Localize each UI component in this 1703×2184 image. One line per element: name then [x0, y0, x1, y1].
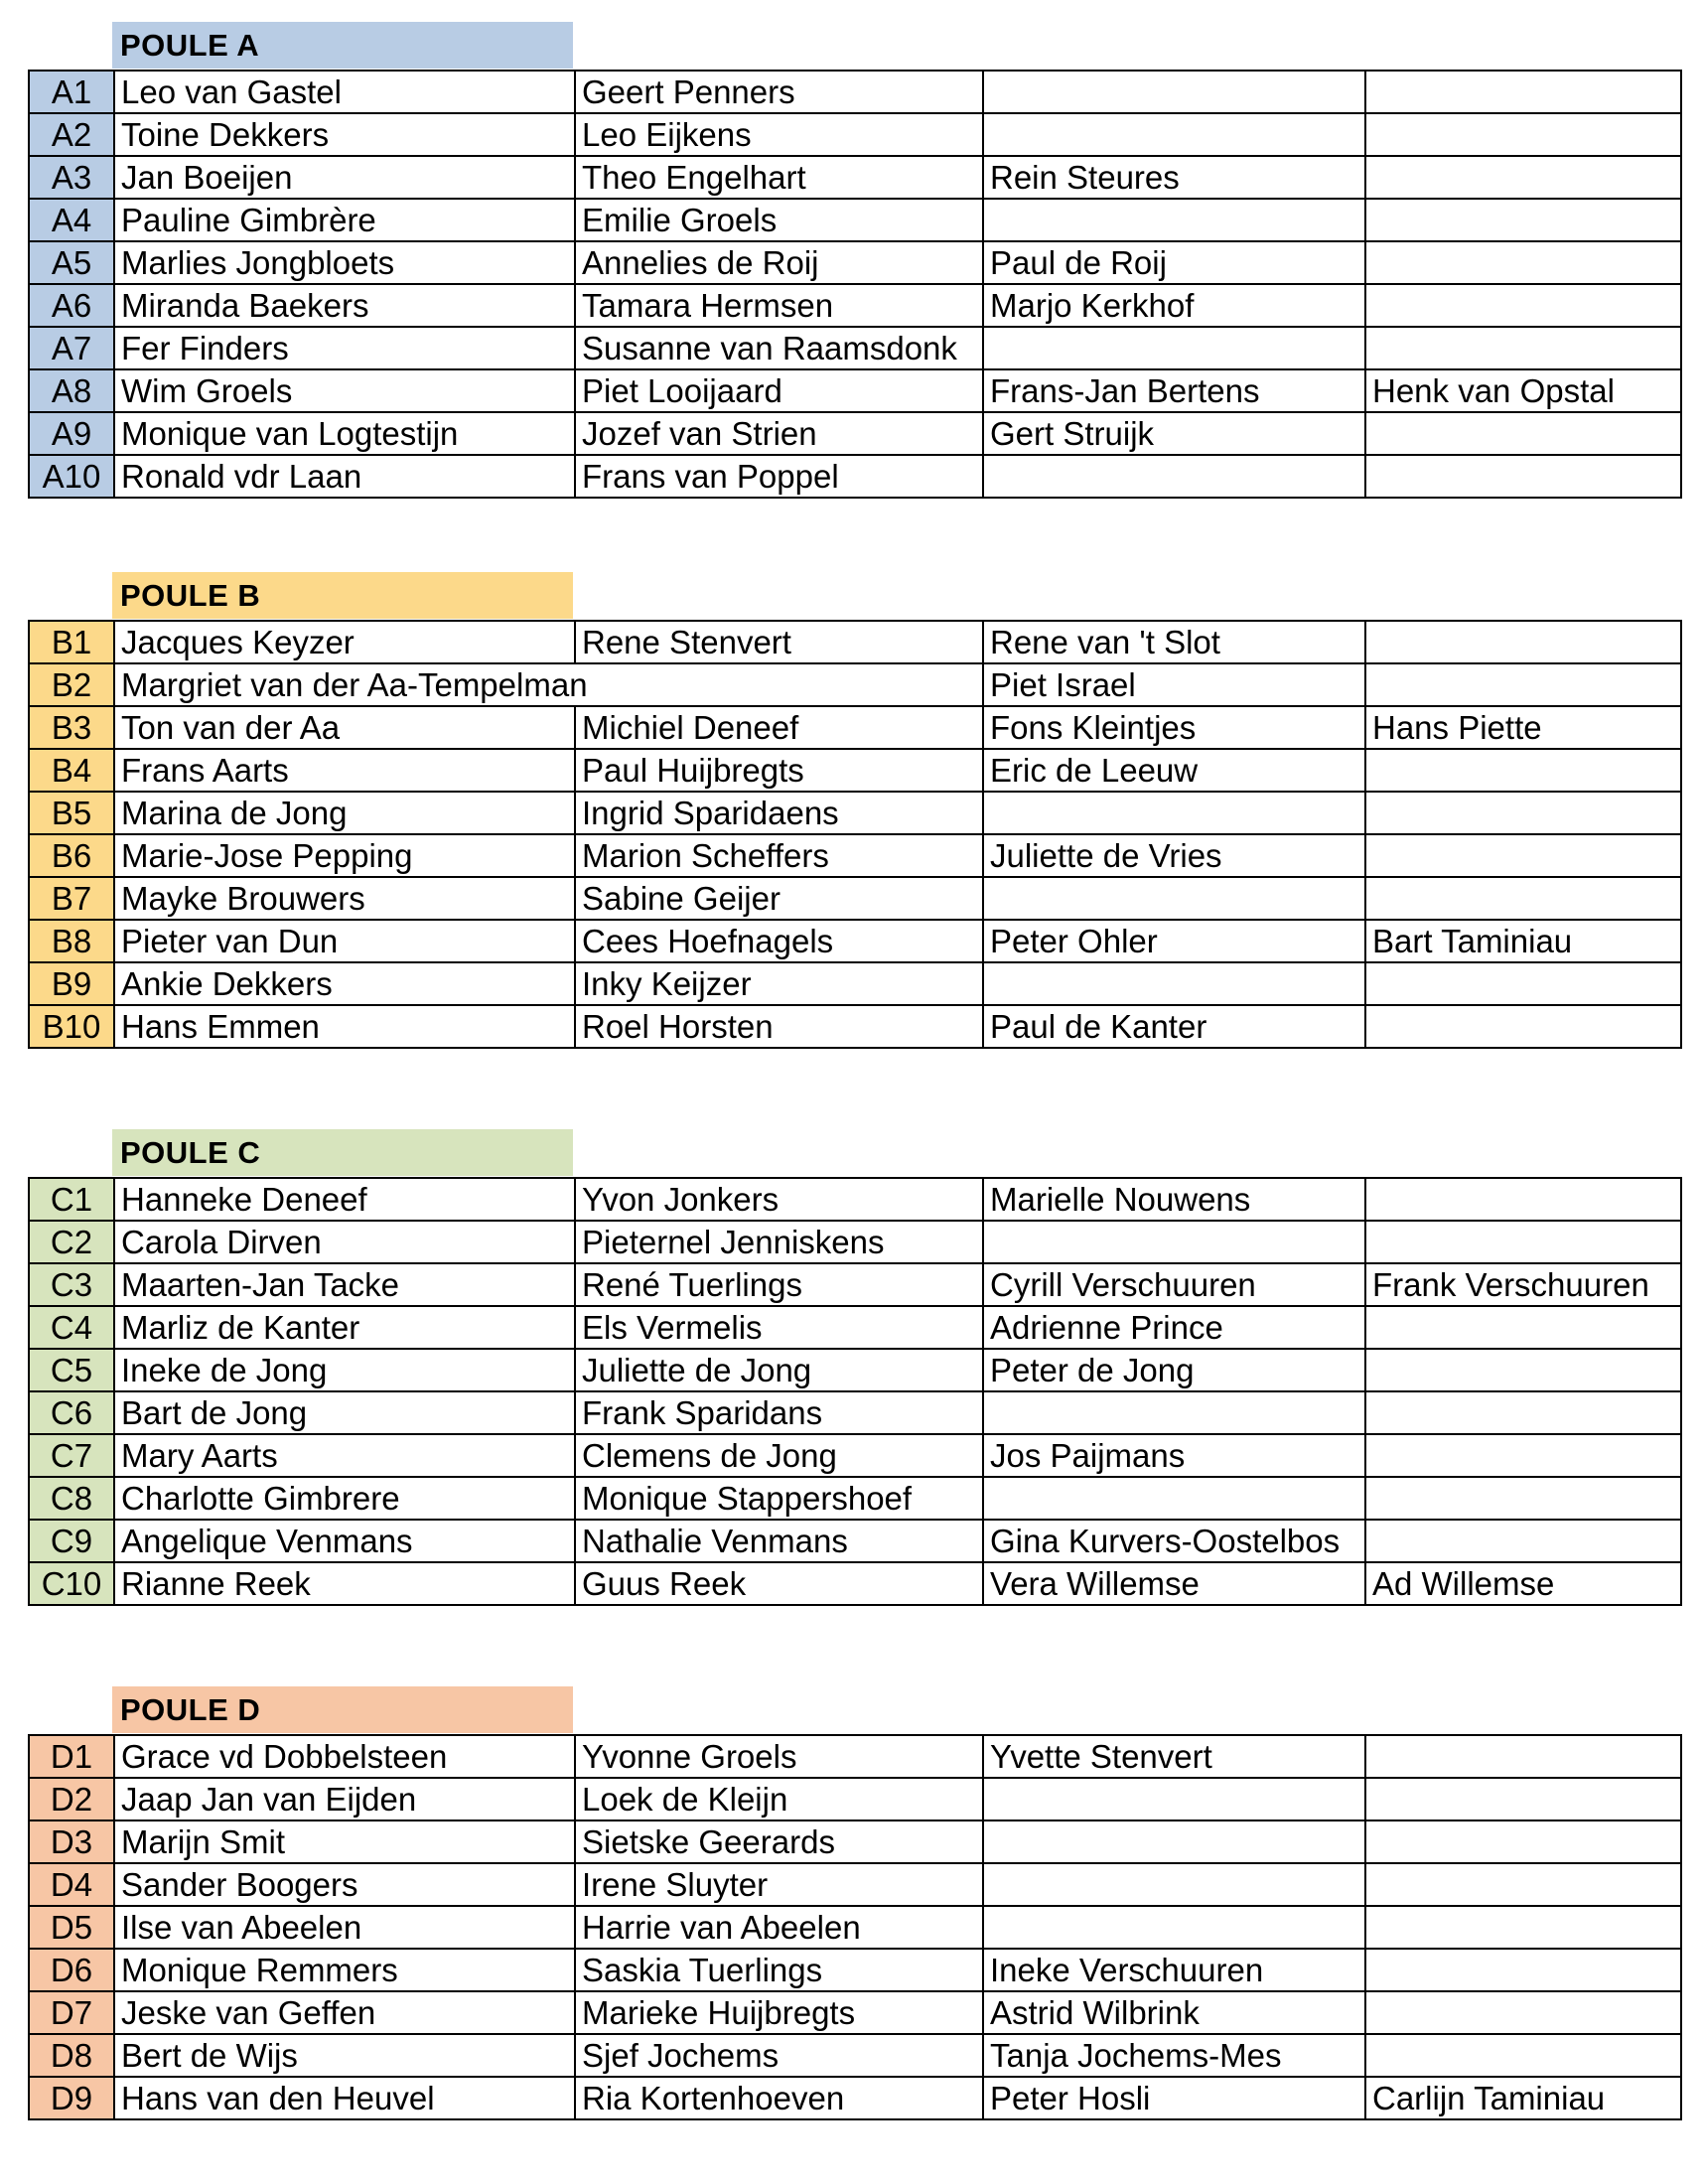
player-name-cell: Hans Emmen [114, 1005, 575, 1048]
team-code: D8 [29, 2034, 114, 2077]
player-name-cell [983, 199, 1365, 241]
table-row [29, 412, 1681, 455]
table-row [29, 1434, 1681, 1477]
player-name-cell [1365, 1178, 1681, 1221]
table-row [29, 962, 1681, 1005]
player-name-cell: Hans Piette [1365, 706, 1681, 749]
player-name-cell: Rein Steures [983, 156, 1365, 199]
player-name-cell: Theo Engelhart [575, 156, 983, 199]
player-name-cell [983, 455, 1365, 498]
player-name-cell [983, 1863, 1365, 1906]
player-name-cell: Ronald vdr Laan [114, 455, 575, 498]
table-row [29, 1306, 1681, 1349]
player-name-cell [983, 1820, 1365, 1863]
player-name-cell: Mayke Brouwers [114, 877, 575, 920]
table-row [29, 1778, 1681, 1820]
poule-d-table [28, 1734, 1682, 2120]
player-name-cell [1365, 455, 1681, 498]
player-name-cell: Vera Willemse [983, 1562, 1365, 1605]
player-name-cell: Marliz de Kanter [114, 1306, 575, 1349]
team-code: C7 [29, 1434, 114, 1477]
table-row [29, 327, 1681, 369]
team-code: D2 [29, 1778, 114, 1820]
player-name-cell: Gert Struijk [983, 412, 1365, 455]
team-code: D6 [29, 1949, 114, 1991]
table-row [29, 1820, 1681, 1863]
player-name-cell [1365, 284, 1681, 327]
player-name-cell: Frans-Jan Bertens [983, 369, 1365, 412]
player-name-cell: Tamara Hermsen [575, 284, 983, 327]
player-name-cell [983, 327, 1365, 369]
player-name-cell [983, 71, 1365, 113]
team-code: B6 [29, 834, 114, 877]
team-code: C10 [29, 1562, 114, 1605]
poule-c-header: POULE C [112, 1129, 573, 1176]
player-name-cell: Loek de Kleijn [575, 1778, 983, 1820]
player-name-cell: Ria Kortenhoeven [575, 2077, 983, 2119]
table-row [29, 792, 1681, 834]
team-code: B8 [29, 920, 114, 962]
player-name-cell: Fer Finders [114, 327, 575, 369]
player-name-cell: Grace vd Dobbelsteen [114, 1735, 575, 1778]
player-name-cell: Bart de Jong [114, 1391, 575, 1434]
team-code: C9 [29, 1520, 114, 1562]
team-code: C8 [29, 1477, 114, 1520]
team-code: B1 [29, 621, 114, 663]
player-name-cell [983, 1391, 1365, 1434]
player-name-cell: Monique Remmers [114, 1949, 575, 1991]
team-code: B5 [29, 792, 114, 834]
player-name-cell: Ilse van Abeelen [114, 1906, 575, 1949]
player-name-cell: Ad Willemse [1365, 1562, 1681, 1605]
team-code: B9 [29, 962, 114, 1005]
player-name-cell: Pauline Gimbrère [114, 199, 575, 241]
player-name-cell [1365, 1906, 1681, 1949]
table-row [29, 706, 1681, 749]
team-code: C2 [29, 1221, 114, 1263]
player-name-cell: Leo Eijkens [575, 113, 983, 156]
player-name-cell: Toine Dekkers [114, 113, 575, 156]
table-row [29, 1178, 1681, 1221]
table-row [29, 920, 1681, 962]
player-name-cell: Adrienne Prince [983, 1306, 1365, 1349]
player-name-cell [1365, 2034, 1681, 2077]
table-row [29, 455, 1681, 498]
player-name-cell [983, 1778, 1365, 1820]
poule-d-header: POULE D [112, 1686, 573, 1733]
player-name-cell [1365, 792, 1681, 834]
player-name-cell [1365, 156, 1681, 199]
table-row [29, 1221, 1681, 1263]
player-name-cell: Yvette Stenvert [983, 1735, 1365, 1778]
poule-c-table [28, 1177, 1682, 1606]
player-name-cell: Sabine Geijer [575, 877, 983, 920]
player-name-cell: Marielle Nouwens [983, 1178, 1365, 1221]
player-name-cell: Charlotte Gimbrere [114, 1477, 575, 1520]
player-name-cell: Astrid Wilbrink [983, 1991, 1365, 2034]
table-row [29, 834, 1681, 877]
player-name-cell: Rene van 't Slot [983, 621, 1365, 663]
player-name-cell: Monique Stappershoef [575, 1477, 983, 1520]
table-row [29, 1906, 1681, 1949]
player-name-cell: Piet Israel [983, 663, 1365, 706]
player-name-cell [1365, 663, 1681, 706]
player-name-cell [1365, 1306, 1681, 1349]
player-name-cell: Paul de Kanter [983, 1005, 1365, 1048]
player-name-cell [1365, 877, 1681, 920]
team-code: D7 [29, 1991, 114, 2034]
player-name-cell: Marina de Jong [114, 792, 575, 834]
player-name-cell: Leo van Gastel [114, 71, 575, 113]
player-name-cell: Marijn Smit [114, 1820, 575, 1863]
player-name-cell: René Tuerlings [575, 1263, 983, 1306]
team-code: C5 [29, 1349, 114, 1391]
player-name-cell: Guus Reek [575, 1562, 983, 1605]
player-name-cell [1365, 1863, 1681, 1906]
team-code: C1 [29, 1178, 114, 1221]
player-name-cell: Peter Ohler [983, 920, 1365, 962]
player-name-cell [983, 792, 1365, 834]
player-name-cell: Jozef van Strien [575, 412, 983, 455]
team-code: A10 [29, 455, 114, 498]
player-name-cell: Peter de Jong [983, 1349, 1365, 1391]
player-name-cell: Saskia Tuerlings [575, 1949, 983, 1991]
player-name-cell: Cees Hoefnagels [575, 920, 983, 962]
player-name-cell [1365, 1005, 1681, 1048]
player-name-cell: Margriet van der Aa-Tempelman [114, 663, 575, 706]
player-name-cell: Irene Sluyter [575, 1863, 983, 1906]
player-name-cell [983, 877, 1365, 920]
table-row [29, 749, 1681, 792]
table-row [29, 1863, 1681, 1906]
player-name-cell [1365, 1820, 1681, 1863]
player-name-cell: Tanja Jochems-Mes [983, 2034, 1365, 2077]
team-code: B7 [29, 877, 114, 920]
team-code: B2 [29, 663, 114, 706]
table-row [29, 1263, 1681, 1306]
player-name-cell [983, 1221, 1365, 1263]
player-name-cell: Sietske Geerards [575, 1820, 983, 1863]
poule-b-table [28, 620, 1682, 1049]
player-name-cell [1365, 1778, 1681, 1820]
player-name-cell: Frans Aarts [114, 749, 575, 792]
player-name-cell: Michiel Deneef [575, 706, 983, 749]
table-row [29, 199, 1681, 241]
player-name-cell: Marie-Jose Pepping [114, 834, 575, 877]
player-name-cell [1365, 962, 1681, 1005]
team-code: B3 [29, 706, 114, 749]
player-name-cell [1365, 113, 1681, 156]
player-name-cell: Susanne van Raamsdonk [575, 327, 983, 369]
player-name-cell: Els Vermelis [575, 1306, 983, 1349]
player-name-cell: Hanneke Deneef [114, 1178, 575, 1221]
player-name-cell: Carlijn Taminiau [1365, 2077, 1681, 2119]
table-row [29, 113, 1681, 156]
player-name-cell: Marjo Kerkhof [983, 284, 1365, 327]
player-name-cell: Hans van den Heuvel [114, 2077, 575, 2119]
table-row [29, 1349, 1681, 1391]
team-code: A3 [29, 156, 114, 199]
poule-a-table [28, 70, 1682, 499]
player-name-cell: Paul de Roij [983, 241, 1365, 284]
player-name-cell: Frank Sparidans [575, 1391, 983, 1434]
player-name-cell: Rianne Reek [114, 1562, 575, 1605]
table-row [29, 663, 1681, 706]
team-code: D5 [29, 1906, 114, 1949]
player-name-cell: Eric de Leeuw [983, 749, 1365, 792]
player-name-cell: Piet Looijaard [575, 369, 983, 412]
player-name-cell: Yvon Jonkers [575, 1178, 983, 1221]
player-name-cell: Gina Kurvers-Oostelbos [983, 1520, 1365, 1562]
player-name-cell [1365, 1477, 1681, 1520]
team-code: A6 [29, 284, 114, 327]
poule-b-header: POULE B [112, 572, 573, 619]
player-name-cell [1365, 241, 1681, 284]
team-code: D1 [29, 1735, 114, 1778]
player-name-cell: Maarten-Jan Tacke [114, 1263, 575, 1306]
player-name-cell [1365, 1735, 1681, 1778]
team-code: C4 [29, 1306, 114, 1349]
table-row [29, 156, 1681, 199]
player-name-cell: Jaap Jan van Eijden [114, 1778, 575, 1820]
player-name-cell [1365, 412, 1681, 455]
team-code: A7 [29, 327, 114, 369]
player-name-cell [1365, 621, 1681, 663]
table-row [29, 1391, 1681, 1434]
player-name-cell [1365, 1221, 1681, 1263]
player-name-cell [1365, 1434, 1681, 1477]
player-name-cell: Frank Verschuuren [1365, 1263, 1681, 1306]
player-name-cell: Ton van der Aa [114, 706, 575, 749]
table-row [29, 877, 1681, 920]
player-name-cell: Marieke Huijbregts [575, 1991, 983, 2034]
player-name-cell [1365, 749, 1681, 792]
player-name-cell: Sjef Jochems [575, 2034, 983, 2077]
player-name-cell: Ineke Verschuuren [983, 1949, 1365, 1991]
team-code: A2 [29, 113, 114, 156]
player-name-cell [1365, 1520, 1681, 1562]
player-name-cell [983, 962, 1365, 1005]
player-name-cell: Emilie Groels [575, 199, 983, 241]
player-name-cell: Annelies de Roij [575, 241, 983, 284]
team-code: A4 [29, 199, 114, 241]
player-name-cell: Ingrid Sparidaens [575, 792, 983, 834]
team-code: C3 [29, 1263, 114, 1306]
player-name-cell: Henk van Opstal [1365, 369, 1681, 412]
player-name-cell: Pieter van Dun [114, 920, 575, 962]
table-row [29, 1520, 1681, 1562]
player-name-cell: Bart Taminiau [1365, 920, 1681, 962]
player-name-cell [1365, 71, 1681, 113]
table-row [29, 2077, 1681, 2119]
table-row [29, 1562, 1681, 1605]
table-row [29, 1991, 1681, 2034]
player-name-cell: Nathalie Venmans [575, 1520, 983, 1562]
player-name-cell: Geert Penners [575, 71, 983, 113]
player-name-cell [1365, 327, 1681, 369]
player-name-cell: Roel Horsten [575, 1005, 983, 1048]
team-code: A8 [29, 369, 114, 412]
player-name-cell [983, 1906, 1365, 1949]
table-row [29, 284, 1681, 327]
player-name-cell: Ineke de Jong [114, 1349, 575, 1391]
player-name-cell [1365, 1391, 1681, 1434]
player-name-cell: Harrie van Abeelen [575, 1906, 983, 1949]
player-name-cell: Mary Aarts [114, 1434, 575, 1477]
player-name-cell: Inky Keijzer [575, 962, 983, 1005]
team-code: C6 [29, 1391, 114, 1434]
player-name-cell: Monique van Logtestijn [114, 412, 575, 455]
player-name-cell: Rene Stenvert [575, 621, 983, 663]
player-name-cell: Juliette de Vries [983, 834, 1365, 877]
player-name-cell [1365, 1991, 1681, 2034]
player-name-cell: Jos Paijmans [983, 1434, 1365, 1477]
team-code: A1 [29, 71, 114, 113]
player-name-cell: Paul Huijbregts [575, 749, 983, 792]
player-name-cell: Cyrill Verschuuren [983, 1263, 1365, 1306]
poule-a-header: POULE A [112, 22, 573, 69]
player-name-cell: Peter Hosli [983, 2077, 1365, 2119]
player-name-cell [1365, 1349, 1681, 1391]
team-code: D4 [29, 1863, 114, 1906]
player-name-cell: Juliette de Jong [575, 1349, 983, 1391]
player-name-cell [1365, 1949, 1681, 1991]
player-name-cell: Carola Dirven [114, 1221, 575, 1263]
player-name-cell: Pieternel Jenniskens [575, 1221, 983, 1263]
player-name-cell [1365, 199, 1681, 241]
player-name-cell: Clemens de Jong [575, 1434, 983, 1477]
player-name-cell [983, 1477, 1365, 1520]
player-name-cell: Jacques Keyzer [114, 621, 575, 663]
player-name-cell: Marlies Jongbloets [114, 241, 575, 284]
player-name-cell: Marion Scheffers [575, 834, 983, 877]
player-name-cell: Bert de Wijs [114, 2034, 575, 2077]
table-row [29, 71, 1681, 113]
team-code: A5 [29, 241, 114, 284]
table-row [29, 1949, 1681, 1991]
player-name-cell: Angelique Venmans [114, 1520, 575, 1562]
team-code: A9 [29, 412, 114, 455]
player-name-cell [983, 113, 1365, 156]
player-name-cell: Miranda Baekers [114, 284, 575, 327]
table-row [29, 2034, 1681, 2077]
player-name-cell: Yvonne Groels [575, 1735, 983, 1778]
player-name-cell: Jan Boeijen [114, 156, 575, 199]
table-row [29, 1477, 1681, 1520]
table-row [29, 369, 1681, 412]
table-row [29, 621, 1681, 663]
table-row [29, 1735, 1681, 1778]
player-name-cell: Wim Groels [114, 369, 575, 412]
player-name-cell: Fons Kleintjes [983, 706, 1365, 749]
player-name-cell: Jeske van Geffen [114, 1991, 575, 2034]
player-name-cell: Sander Boogers [114, 1863, 575, 1906]
player-name-cell: Frans van Poppel [575, 455, 983, 498]
team-code: D9 [29, 2077, 114, 2119]
team-code: B4 [29, 749, 114, 792]
player-name-cell [1365, 834, 1681, 877]
team-code: D3 [29, 1820, 114, 1863]
player-name-cell: Ankie Dekkers [114, 962, 575, 1005]
table-row [29, 1005, 1681, 1048]
team-code: B10 [29, 1005, 114, 1048]
table-row [29, 241, 1681, 284]
player-name-cell [575, 663, 983, 706]
